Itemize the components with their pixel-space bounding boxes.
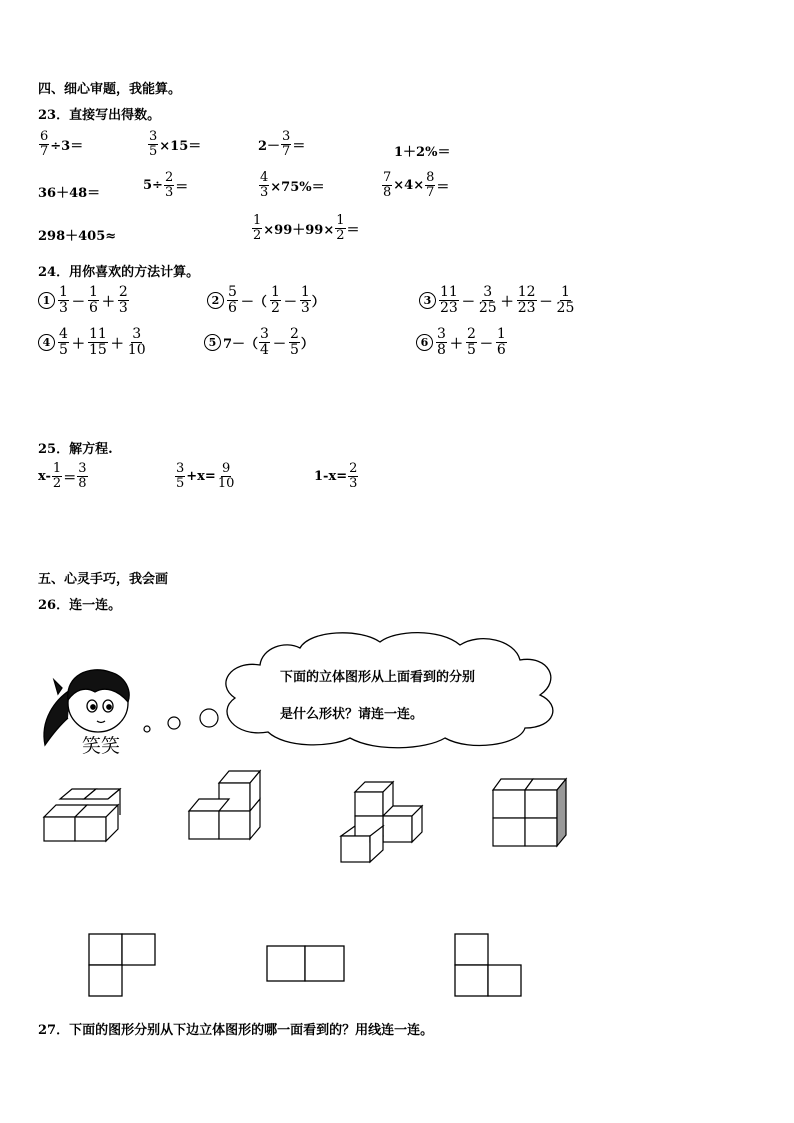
q24-problem-1: 1 $\frac{1}{3}$ － $\frac{1}{6}$ ＋ $\frac{2}{3}$: [38, 285, 130, 317]
cube-figure-3: [341, 782, 422, 862]
q25-equation-1: x- $\frac{1}{2}$ ＝ $\frac{3}{8}$: [38, 461, 87, 492]
question-25-title: 25．解方程.: [38, 442, 113, 457]
q23-expr-8: $\frac{7}{8}$ ×4× $\frac{8}{7}$ ＝: [383, 170, 450, 201]
section-title-4: 四、细心审题，我能算。: [38, 82, 182, 97]
cube-figure-2: [189, 771, 260, 839]
q23-expr-10: $\frac{1}{2}$ ×99＋99× $\frac{1}{2}$ ＝: [253, 213, 360, 244]
view-shape-1: [89, 934, 155, 996]
cube-figure-1: [44, 789, 120, 841]
question-27-title: 27．下面的图形分别从下边立体图形的哪一面看到的？用线连一连。: [38, 1023, 434, 1038]
q24-problem-3: 3 $\frac{11}{23}$ － $\frac{3}{25}$ ＋ $\frac{12}{23}$ － $\frac{1}{25}$: [419, 285, 576, 317]
q23-expr-9: 298＋405≈: [38, 229, 117, 244]
cube-figure-4: [493, 779, 566, 846]
cloud-text-line-2: 是什么形状？请连一连。: [280, 707, 424, 722]
q24-problem-4: 4 $\frac{4}{5}$ ＋ $\frac{11}{15}$ ＋ $\frac{3}{10}$: [38, 327, 148, 359]
thought-cloud: [226, 633, 553, 748]
q23-expr-4: 1＋2%＝: [394, 145, 451, 160]
question-26-title: 26．连一连。: [38, 598, 122, 613]
character-name: 笑笑: [82, 735, 121, 757]
q23-expr-2: $\frac{3}{5}$ ×15＝: [149, 129, 202, 160]
view-shape-2: [267, 946, 344, 981]
thought-bubbles: [144, 709, 218, 732]
q24-problem-2: 2 $\frac{5}{6}$ －（ $\frac{1}{2}$ － $\frac{1}{3}$ ）: [207, 285, 325, 317]
section-title-5: 五、心灵手巧，我会画: [38, 572, 169, 587]
question-23-title: 23．直接写出得数。: [38, 108, 161, 123]
fraction: $\frac{6}{7}$: [40, 129, 49, 160]
q25-equation-2: $\frac{3}{5}$ +x= $\frac{9}{10}$: [176, 461, 235, 492]
q24-problem-6: 6 $\frac{3}{8}$ ＋ $\frac{2}{5}$ － $\frac{1}{6}$: [416, 327, 508, 359]
q25-equation-3: 1-x= $\frac{2}{3}$: [314, 461, 358, 492]
q23-expr-6: 5÷ $\frac{2}{3}$ ＝: [143, 170, 189, 201]
cloud-text-line-1: 下面的立体图形从上面看到的分别: [280, 670, 476, 685]
q24-problem-5: 5 7－（ $\frac{3}{4}$ － $\frac{2}{5}$ ）: [204, 327, 314, 359]
q23-expr-5: 36＋48＝: [38, 186, 101, 201]
view-shape-3: [455, 934, 521, 996]
question-24-title: 24．用你喜欢的方法计算。: [38, 265, 200, 280]
q23-expr-7: $\frac{4}{3}$ ×75%＝: [260, 170, 325, 201]
q23-expr-3: 2－ $\frac{3}{7}$ ＝: [258, 129, 306, 160]
q23-expr-1: $\frac{6}{7}$ ÷3＝: [40, 129, 84, 160]
